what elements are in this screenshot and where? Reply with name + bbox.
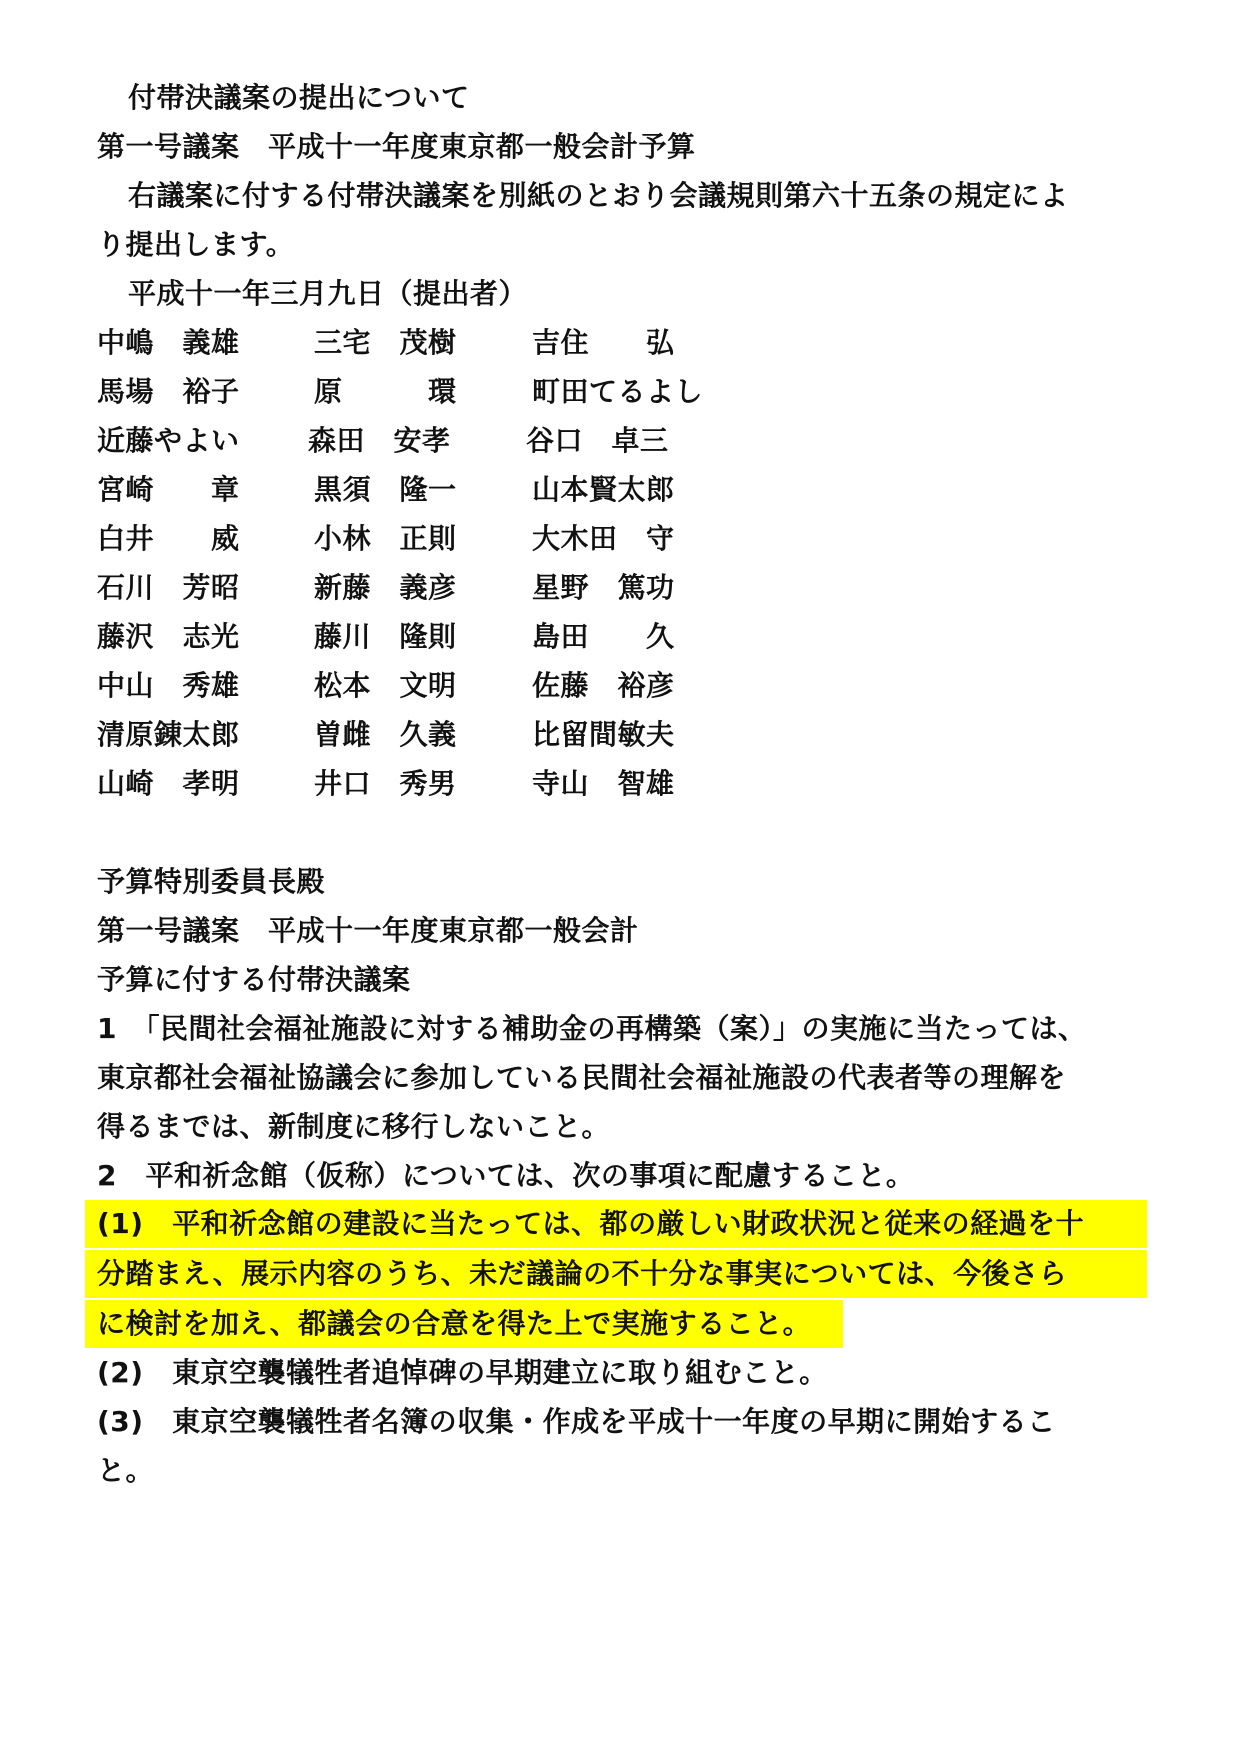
submitter-name: 新藤 義彦 xyxy=(314,571,457,604)
bill-line: 第一号議案 平成十一年度東京都一般会計予算 xyxy=(97,130,696,163)
resolution-subtitle: 予算に付する付帯決議案 xyxy=(97,963,411,996)
submitter-name: 山本賢太郎 xyxy=(532,473,675,506)
item-2: 2 平和祈念館（仮称）については、次の事項に配慮すること。 xyxy=(97,1159,915,1192)
addressee: 予算特別委員長殿 xyxy=(97,865,326,898)
submitter-name: 星野 篤功 xyxy=(532,571,675,604)
submitter-name: 谷口 卓三 xyxy=(526,424,669,457)
submission-text-line-2: り提出します。 xyxy=(97,228,295,261)
sub-item-1-line-2: 分踏まえ、展示内容のうち、未だ議論の不十分な事実については、今後さら xyxy=(97,1257,1068,1290)
sub-item-3-line-2: と。 xyxy=(97,1454,155,1487)
submission-text-line-1: 右議案に付する付帯決議案を別紙のとおり会議規則第六十五条の規定によ xyxy=(128,179,1069,212)
submitter-name: 馬場 裕子 xyxy=(97,375,240,408)
submitter-name: 森田 安孝 xyxy=(308,424,451,457)
sub-item-3-line-1: (3) 東京空襲犠牲者名簿の収集・作成を平成十一年度の早期に開始するこ xyxy=(97,1405,1056,1438)
resolution-bill-line: 第一号議案 平成十一年度東京都一般会計 xyxy=(97,914,639,947)
submitter-name: 原 環 xyxy=(314,375,457,408)
submitter-name: 島田 久 xyxy=(532,620,675,653)
item-1-line-2: 東京都社会福祉協議会に参加している民間社会福祉施設の代表者等の理解を xyxy=(97,1061,1067,1094)
submitter-name: 大木田 守 xyxy=(532,522,675,555)
submitter-name: 石川 芳昭 xyxy=(97,571,240,604)
document-title: 付帯決議案の提出について xyxy=(128,81,470,114)
submitter-name: 近藤やよい xyxy=(97,424,240,457)
sub-item-1-line-3: に検討を加え、都議会の合意を得た上で実施すること。 xyxy=(97,1307,812,1340)
submitter-name: 藤川 隆則 xyxy=(314,620,457,653)
submitter-name: 白井 威 xyxy=(97,522,240,555)
submitter-name: 比留間敏夫 xyxy=(532,718,675,751)
submitter-name: 寺山 智雄 xyxy=(532,767,675,800)
submitter-name: 宮崎 章 xyxy=(97,473,240,506)
submitter-name: 藤沢 志光 xyxy=(97,620,240,653)
date-submitter-line: 平成十一年三月九日（提出者） xyxy=(128,277,528,310)
submitter-name: 松本 文明 xyxy=(314,669,457,702)
submitter-name: 黒須 隆一 xyxy=(314,473,457,506)
item-1-line-3: 得るまでは、新制度に移行しないこと。 xyxy=(97,1110,611,1143)
submitter-name: 小林 正則 xyxy=(314,522,457,555)
item-1-line-1: 1 「民間社会福祉施設に対する補助金の再構築（案）」の実施に当たっては、 xyxy=(97,1012,1087,1045)
submitter-name: 清原錬太郎 xyxy=(97,718,240,751)
submitter-name: 中山 秀雄 xyxy=(97,669,240,702)
submitter-name: 山崎 孝明 xyxy=(97,767,240,800)
submitter-name: 三宅 茂樹 xyxy=(314,326,457,359)
submitter-name: 曽雌 久義 xyxy=(314,718,457,751)
submitter-name: 吉住 弘 xyxy=(532,326,675,359)
submitter-name: 佐藤 裕彦 xyxy=(532,669,675,702)
submitter-name: 井口 秀男 xyxy=(314,767,457,800)
sub-item-1-line-1: (1) 平和祈念館の建設に当たっては、都の厳しい財政状況と従来の経過を十 xyxy=(97,1207,1085,1240)
submitter-name: 中嶋 義雄 xyxy=(97,326,240,359)
submitter-name: 町田てるよし xyxy=(532,375,704,408)
sub-item-2: (2) 東京空襲犠牲者追悼碑の早期建立に取り組むこと。 xyxy=(97,1356,828,1389)
